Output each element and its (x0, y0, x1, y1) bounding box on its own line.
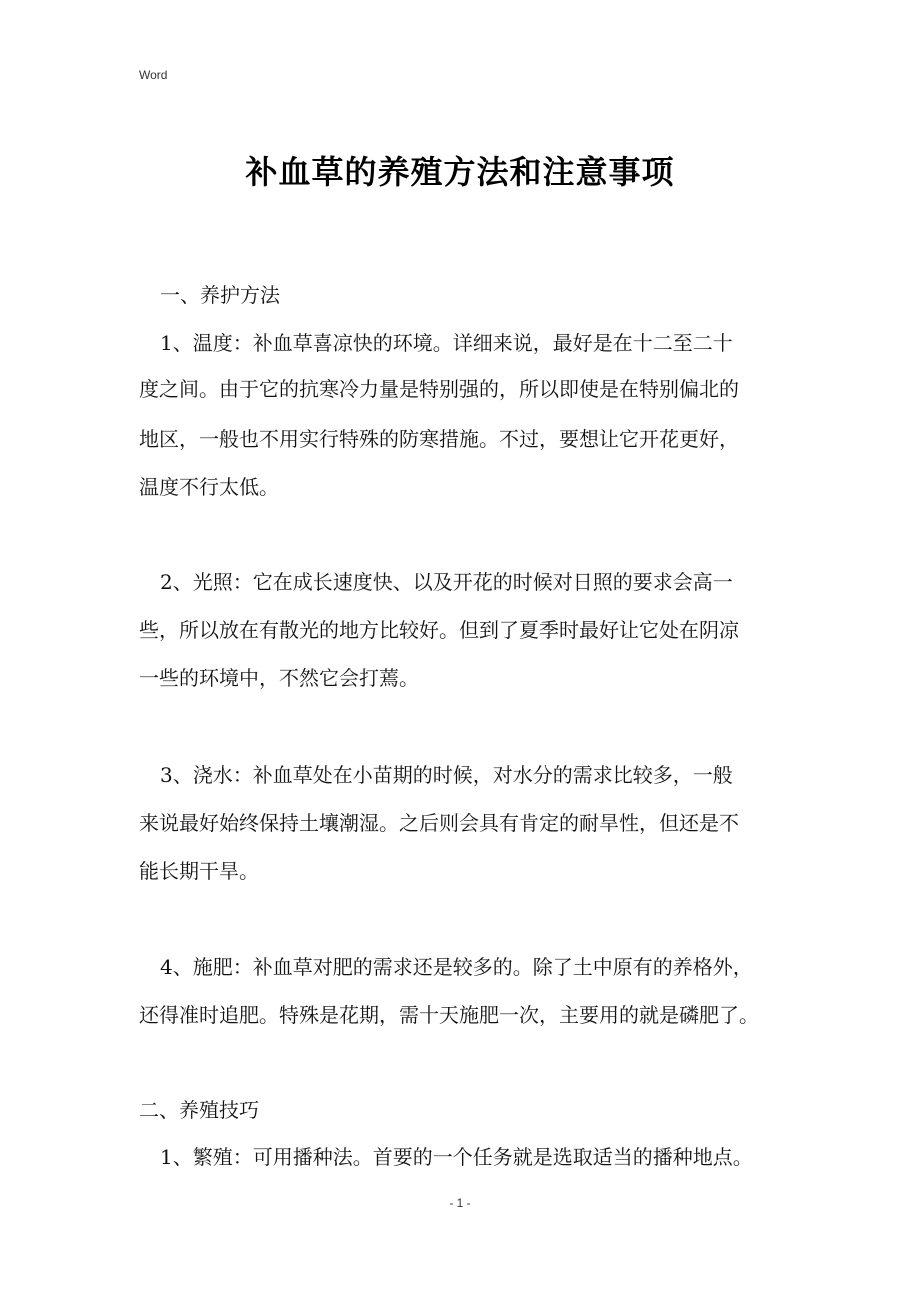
paragraph-line: 1、繁殖：可用播种法。首要的一个任务就是选取适当的播种地点。 (160, 1145, 753, 1169)
paragraph-line: 一些的环境中，不然它会打蔫。 (139, 666, 419, 690)
page-title: 补血草的养殖方法和注意事项 (245, 153, 675, 191)
paragraph-line: 1、温度：补血草喜凉快的环境。详细来说，最好是在十二至二十 (160, 331, 733, 355)
paragraph-line: 3、浇水：补血草处在小苗期的时候，对水分的需求比较多，一般 (160, 763, 733, 787)
paragraph-line: 4、施肥：补血草对肥的需求还是较多的。除了土中原有的养格外， (160, 955, 753, 979)
paragraph-line: 些，所以放在有散光的地方比较好。但到了夏季时最好让它处在阴凉 (139, 618, 739, 642)
paragraph-line: 度之间。由于它的抗寒冷力量是特别强的，所以即使是在特别偏北的 (139, 377, 739, 401)
paragraph-line: 地区，一般也不用实行特殊的防寒措施。不过，要想让它开花更好， (139, 427, 739, 451)
section-heading-care: 一、养护方法 (160, 283, 280, 307)
paragraph-line: 能长期干旱。 (139, 859, 259, 883)
paragraph-line: 温度不行太低。 (139, 475, 279, 499)
header-label: Word (139, 68, 168, 82)
paragraph-line: 来说最好始终保持土壤潮湿。之后则会具有肯定的耐旱性，但还是不 (139, 811, 739, 835)
paragraph-line: 2、光照：它在成长速度快、以及开花的时候对日照的要求会高一 (160, 570, 733, 594)
page-number: - 1 - (449, 1196, 471, 1210)
section-heading-techniques: 二、养殖技巧 (139, 1098, 259, 1122)
paragraph-line: 还得准时追肥。特殊是花期，需十天施肥一次，主要用的就是磷肥了。 (139, 1003, 759, 1027)
